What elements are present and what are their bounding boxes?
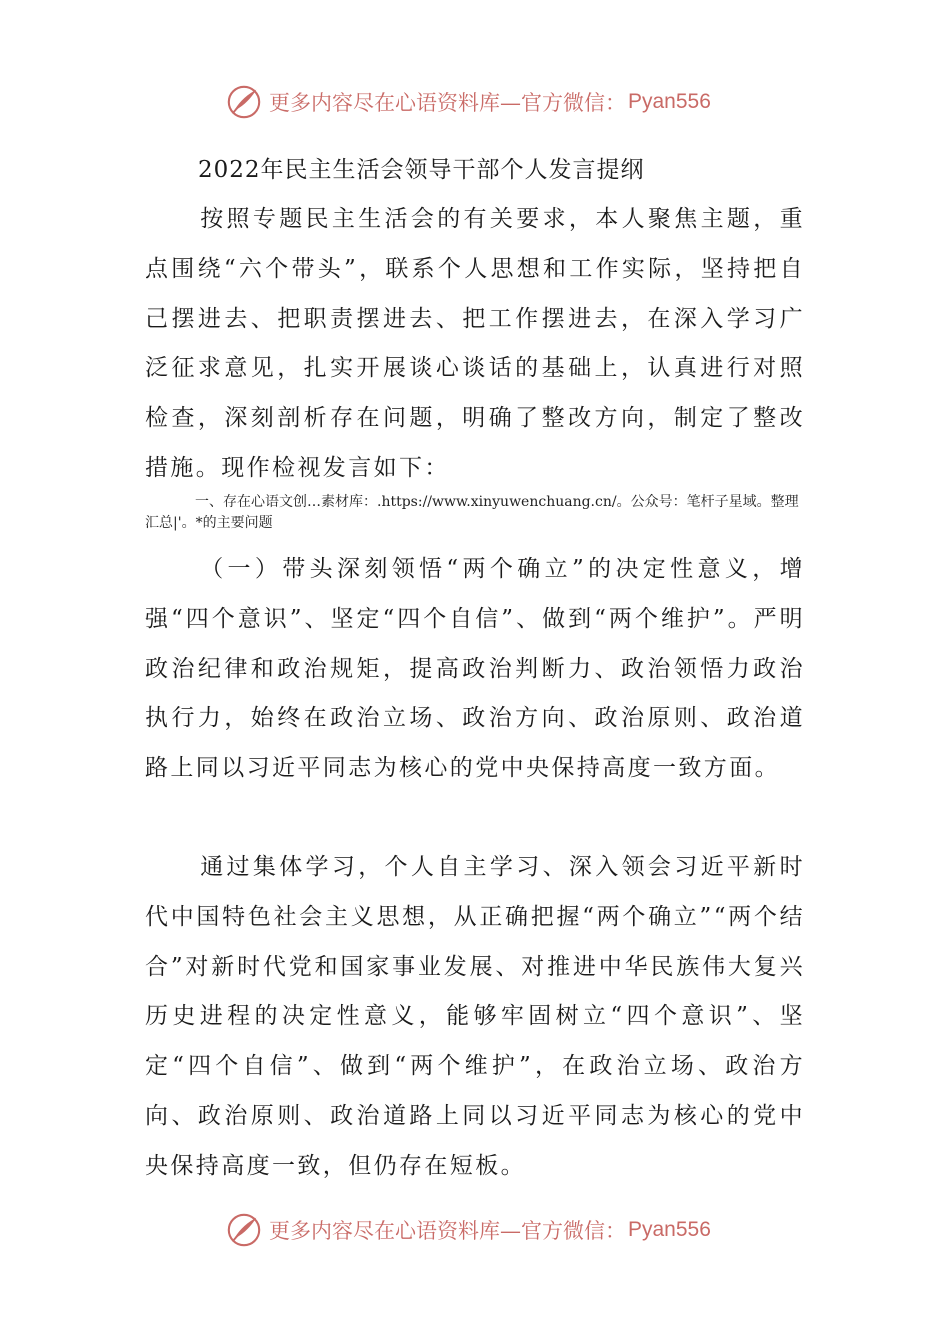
watermark-text: 更多内容尽在心语资料库—官方微信：: [269, 91, 626, 115]
quill-seal-icon: [225, 1211, 263, 1249]
watermark-handle: Pyan556: [628, 1218, 711, 1241]
watermark-footer: [225, 1210, 711, 1250]
quill-seal-icon: [225, 83, 263, 121]
watermark-text: 更多内容尽在心语资料库—官方微信：: [269, 1219, 626, 1243]
document-title: 2022年民主生活会领导干部个人发言提纲: [198, 157, 645, 183]
intro-paragraph: 按照专题民主生活会的有关要求，本人聚焦主题，重点围绕“六个带头”，联系个人思想和工作实际，坚持把自己摆进去、把职责摆进去、把工作摆进去，在深入学习广泛征求意见，扎实开展谈心谈话的基础上，认真进行对照检查，深刻剖析存在问题，明确了整改方向，制定了整改措施。现作检视发言如下：: [145, 206, 805, 481]
item-one-heading: （一）带头深刻领悟“两个确立”的决定性意义，增强“四个意识”、坚定“四个自信”、做到“两个维护”。严明政治纪律和政治规矩，提高政治判断力、政治领悟力政治执行力，始终在政治立场、政治方向、政治原则、政治道路上同以习近平同志为核心的党中央保持高度一致方面。: [145, 556, 805, 782]
watermark-handle: Pyan556: [628, 90, 711, 113]
watermark-header: [225, 82, 711, 122]
section-heading: 一、存在心语文创…素材库：.https://www.xinyuwenchuang.cn/。公众号：笔杆子星域。整理汇总|'。*的主要问题: [145, 494, 799, 531]
item-one-body: 通过集体学习，个人自主学习、深入领会习近平新时代中国特色社会主义思想，从正确把握“两个确立”“两个结合”对新时代党和国家事业发展、对推进中华民族伟大复兴历史进程的决定性意义，能够牢固树立“四个意识”、坚定“四个自信”、做到“两个维护”，在政治立场、政治方向、政治原则、政治道路上同以习近平同志为核心的党中央保持高度一致，但仍存在短板。: [145, 854, 805, 1179]
